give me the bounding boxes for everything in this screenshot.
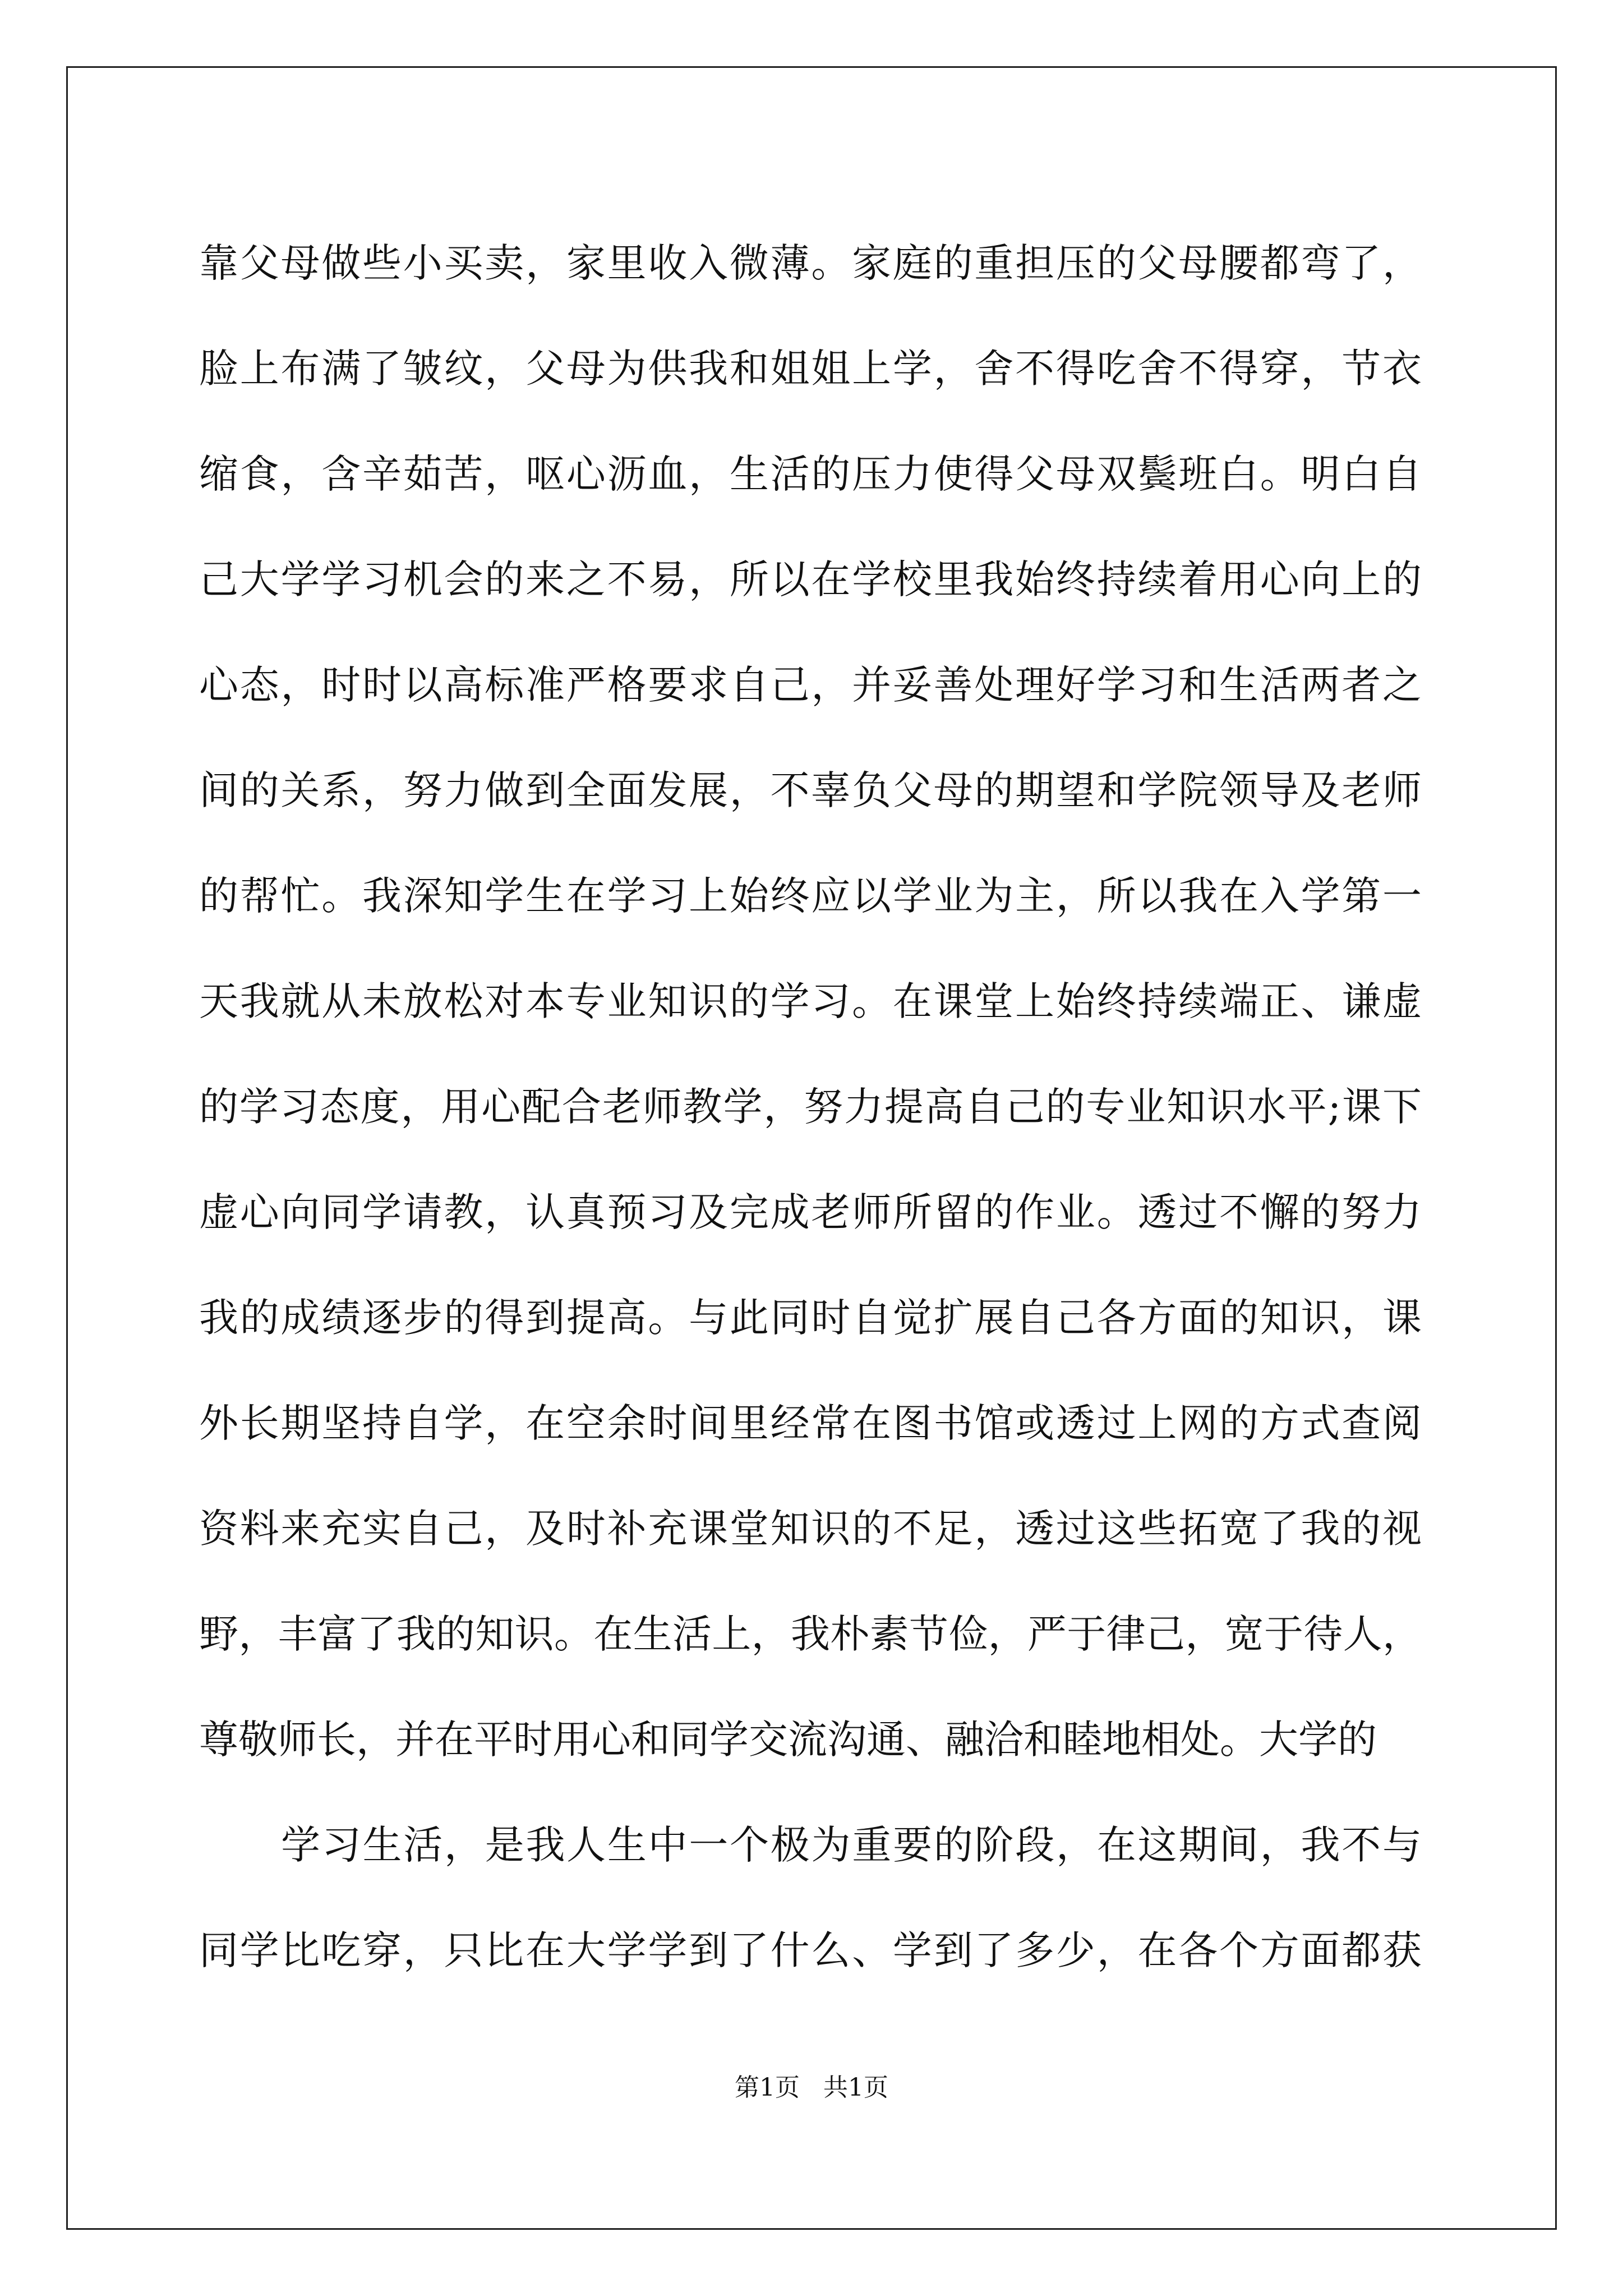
text-line: 靠父母做些小买卖，家里收入微薄。家庭的重担压的父母腰都弯了，: [199, 240, 1422, 286]
text-line: 同学比吃穿，只比在大学学到了什么、学到了多少，在各个方面都获: [199, 1927, 1422, 1973]
text-line: 的帮忙。我深知学生在学习上始终应以学业为主，所以我在入学第一: [199, 873, 1422, 919]
text-line: 虚心向同学请教，认真预习及完成老师所留的作业。透过不懈的努力: [199, 1189, 1422, 1235]
page-footer: 第1页 共1页: [735, 2073, 888, 2102]
text-line: 己大学学习机会的来之不易，所以在学校里我始终持续着用心向上的: [199, 556, 1422, 602]
text-line: 野，丰富了我的知识。在生活上，我朴素节俭，严于律己，宽于待人，: [199, 1611, 1422, 1657]
text-line: 资料来充实自己，及时补充课堂知识的不足，透过这些拓宽了我的视: [199, 1506, 1422, 1552]
text-line: 我的成绩逐步的得到提高。与此同时自觉扩展自己各方面的知识，课: [199, 1295, 1422, 1341]
text-line: 脸上布满了皱纹，父母为供我和姐姐上学，舍不得吃舍不得穿，节衣: [199, 346, 1422, 392]
text-line: 心态，时时以高标准严格要求自己，并妥善处理好学习和生活两者之: [199, 662, 1422, 708]
text-line: 的学习态度，用心配合老师教学，努力提高自己的专业知识水平;课下: [199, 1084, 1422, 1130]
text-line: 缩食，含辛茹苦，呕心沥血，生活的压力使得父母双鬓班白。明白自: [199, 451, 1422, 497]
text-line: 学习生活，是我人生中一个极为重要的阶段，在这期间，我不与: [281, 1822, 1422, 1868]
text-line: 尊敬师长，并在平时用心和同学交流沟通、融洽和睦地相处。大学的: [199, 1717, 1377, 1763]
document-body: [199, 210, 1422, 2003]
text-line: 间的关系，努力做到全面发展，不辜负父母的期望和学院领导及老师: [199, 767, 1422, 813]
text-line: 外长期坚持自学，在空余时间里经常在图书馆或透过上网的方式查阅: [199, 1400, 1422, 1446]
text-line: 天我就从未放松对本专业知识的学习。在课堂上始终持续端正、谦虚: [199, 978, 1422, 1024]
